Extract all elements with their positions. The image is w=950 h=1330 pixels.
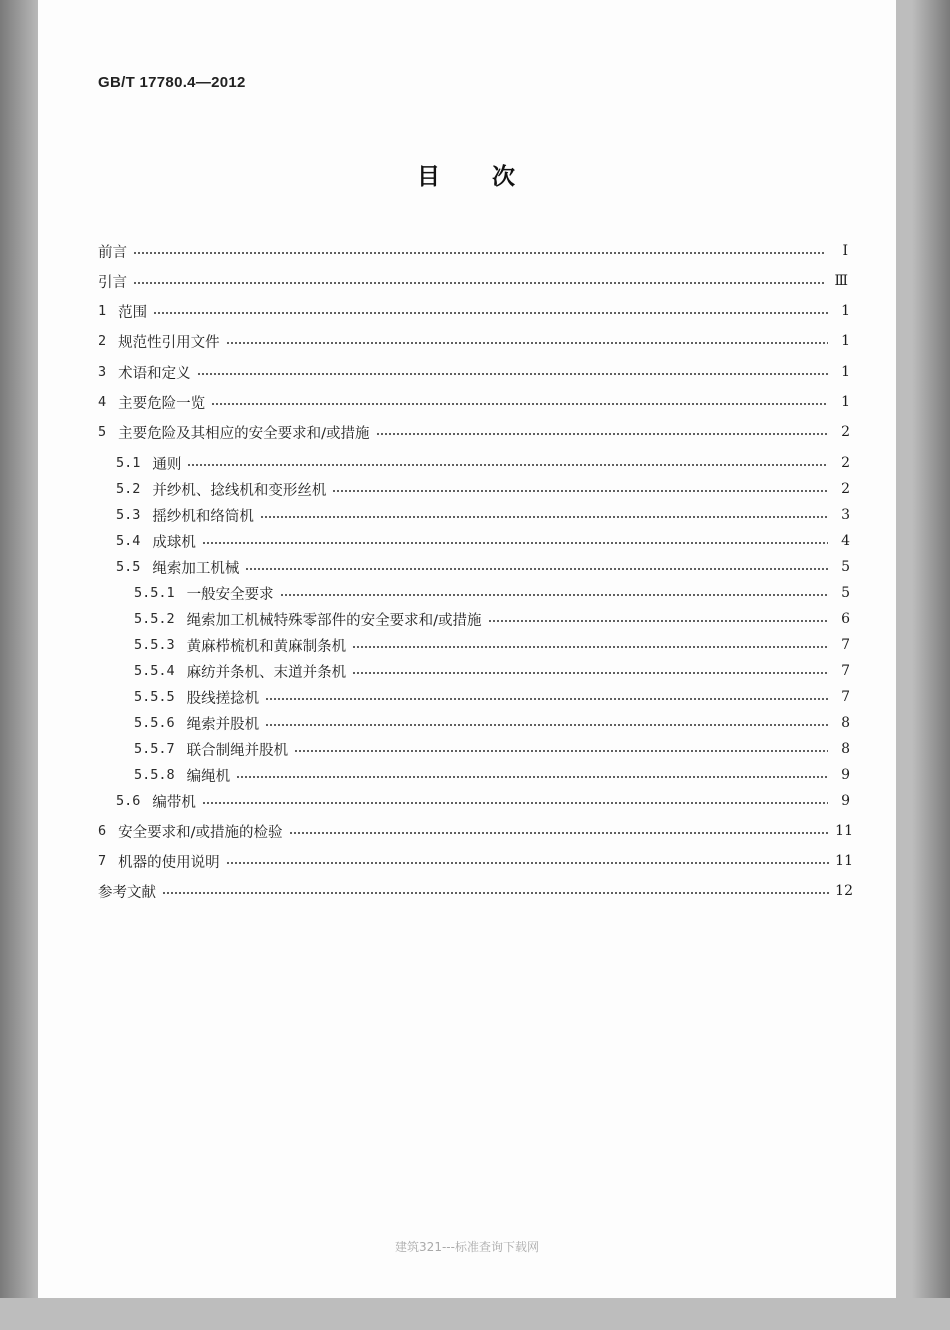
toc-number: 5.4 bbox=[116, 533, 141, 549]
toc-label: 范围 bbox=[118, 304, 148, 321]
toc-label: 前言 bbox=[98, 244, 127, 261]
toc-label: 摇纱机和络筒机 bbox=[152, 508, 254, 525]
document-page bbox=[38, 0, 896, 1298]
dot-leader bbox=[211, 403, 828, 405]
toc-entry-5-5-6[interactable] bbox=[134, 711, 850, 735]
toc-entry-5-5-1[interactable] bbox=[134, 581, 850, 605]
toc-label: 绳索加工机械 bbox=[152, 560, 240, 577]
toc-label: 成球机 bbox=[152, 534, 196, 551]
toc-label: 机器的使用说明 bbox=[118, 854, 220, 871]
toc-number: 5.5.5 bbox=[134, 689, 175, 705]
toc-entry-5-4[interactable] bbox=[116, 529, 850, 553]
dot-leader bbox=[376, 433, 828, 435]
dot-leader bbox=[488, 620, 828, 622]
toc-entry-introduction[interactable] bbox=[98, 269, 848, 293]
dot-leader bbox=[265, 698, 828, 700]
toc-entry-5-5-7[interactable] bbox=[134, 737, 850, 761]
toc-label: 编绳机 bbox=[186, 768, 231, 785]
toc-entry-bibliography[interactable] bbox=[98, 879, 853, 903]
toc-number: 7 bbox=[98, 853, 107, 869]
dot-leader bbox=[226, 342, 828, 344]
dot-leader bbox=[332, 490, 828, 492]
dot-leader bbox=[236, 776, 828, 778]
toc-number: 5.5.4 bbox=[134, 663, 175, 679]
toc-page-number: 2 bbox=[841, 424, 850, 440]
dot-leader bbox=[202, 802, 828, 804]
dot-leader bbox=[153, 312, 828, 314]
toc-entry-5[interactable] bbox=[98, 420, 850, 444]
toc-label: 参考文献 bbox=[98, 884, 156, 901]
toc-page-number: Ⅲ bbox=[834, 273, 848, 289]
toc-number: 4 bbox=[98, 394, 107, 410]
toc-page-number: 5 bbox=[841, 559, 850, 575]
dot-leader bbox=[352, 646, 828, 648]
toc-label: 规范性引用文件 bbox=[118, 334, 220, 351]
toc-page-number: Ⅰ bbox=[842, 243, 848, 259]
toc-entry-5-5-2[interactable] bbox=[134, 607, 850, 631]
toc-number: 5.5 bbox=[116, 559, 141, 575]
toc-page-number: 12 bbox=[835, 883, 853, 899]
toc-entry-5-3[interactable] bbox=[116, 503, 850, 527]
toc-label: 黄麻栉梳机和黄麻制条机 bbox=[186, 638, 347, 655]
toc-number: 5.5.7 bbox=[134, 741, 175, 757]
toc-number: 3 bbox=[98, 364, 107, 380]
toc-entry-5-2[interactable] bbox=[116, 477, 850, 501]
toc-page-number: 7 bbox=[841, 663, 850, 679]
toc-number: 6 bbox=[98, 823, 107, 839]
toc-page-number: 3 bbox=[841, 507, 850, 523]
dot-leader bbox=[245, 568, 828, 570]
toc-label: 主要危险一览 bbox=[118, 395, 206, 412]
dot-leader bbox=[289, 832, 830, 834]
toc-page-number: 7 bbox=[841, 689, 850, 705]
dot-leader bbox=[133, 252, 826, 254]
toc-label: 编带机 bbox=[152, 794, 196, 811]
toc-page-number: 2 bbox=[841, 455, 850, 471]
toc-label: 术语和定义 bbox=[118, 365, 191, 382]
toc-entry-5-5-4[interactable] bbox=[134, 659, 850, 683]
dot-leader bbox=[133, 282, 826, 284]
toc-number: 2 bbox=[98, 333, 107, 349]
toc-page-number: 8 bbox=[841, 741, 850, 757]
toc-label: 并纱机、捻线机和变形丝机 bbox=[152, 482, 327, 499]
dot-leader bbox=[280, 594, 828, 596]
dot-leader bbox=[162, 892, 829, 894]
toc-number: 5.6 bbox=[116, 793, 141, 809]
toc-number: 5.5.1 bbox=[134, 585, 175, 601]
dot-leader bbox=[294, 750, 828, 752]
toc-page-number: 1 bbox=[841, 333, 850, 349]
toc-page-number: 1 bbox=[841, 303, 850, 319]
toc-number: 5 bbox=[98, 424, 107, 440]
toc-entry-foreword[interactable] bbox=[98, 239, 848, 263]
watermark-text: 建筑321---标准查询下载网 bbox=[395, 1240, 539, 1254]
toc-number: 5.5.6 bbox=[134, 715, 175, 731]
toc-number: 5.5.2 bbox=[134, 611, 175, 627]
toc-label: 股线搓捻机 bbox=[186, 690, 260, 707]
toc-number: 1 bbox=[98, 303, 107, 319]
toc-entry-5-5-3[interactable] bbox=[134, 633, 850, 657]
toc-entry-1[interactable] bbox=[98, 299, 850, 323]
dot-leader bbox=[260, 516, 828, 518]
toc-page-number: 11 bbox=[835, 823, 853, 839]
toc-page-number: 1 bbox=[841, 364, 850, 380]
dot-leader bbox=[202, 542, 828, 544]
toc-page-number: 6 bbox=[841, 611, 850, 627]
bottom-margin bbox=[0, 1298, 950, 1330]
toc-number: 5.2 bbox=[116, 481, 141, 497]
toc-entry-5-6[interactable] bbox=[116, 789, 850, 813]
toc-label: 一般安全要求 bbox=[186, 586, 274, 603]
toc-number: 5.5.8 bbox=[134, 767, 175, 783]
toc-page-number: 8 bbox=[841, 715, 850, 731]
dot-leader bbox=[226, 862, 830, 864]
toc-entry-5-1[interactable] bbox=[116, 451, 850, 475]
toc-label: 绳索并股机 bbox=[186, 716, 260, 733]
toc-page-number: 5 bbox=[841, 585, 850, 601]
toc-label: 绳索加工机械特殊零部件的安全要求和/或措施 bbox=[186, 612, 482, 629]
toc-entry-4[interactable] bbox=[98, 390, 850, 414]
toc-page-number: 1 bbox=[841, 394, 850, 410]
toc-number: 5.3 bbox=[116, 507, 141, 523]
page-title: 目 次 bbox=[417, 164, 517, 190]
toc-number: 5.5.3 bbox=[134, 637, 175, 653]
toc-entry-3[interactable] bbox=[98, 360, 850, 384]
toc-page-number: 11 bbox=[835, 853, 853, 869]
toc-entry-5-5[interactable] bbox=[116, 555, 850, 579]
dot-leader bbox=[197, 373, 828, 375]
toc-page-number: 2 bbox=[841, 481, 850, 497]
toc-page-number: 9 bbox=[841, 767, 850, 783]
toc-entry-6[interactable] bbox=[98, 819, 853, 843]
toc-entry-5-5-5[interactable] bbox=[134, 685, 850, 709]
toc-label: 麻纺并条机、末道并条机 bbox=[186, 664, 347, 681]
toc-entry-2[interactable] bbox=[98, 329, 850, 353]
toc-label: 安全要求和/或措施的检验 bbox=[118, 824, 283, 841]
dot-leader bbox=[187, 464, 828, 466]
dot-leader bbox=[265, 724, 828, 726]
toc-number: 5.1 bbox=[116, 455, 141, 471]
toc-page-number: 7 bbox=[841, 637, 850, 653]
toc-entry-5-5-8[interactable] bbox=[134, 763, 850, 787]
toc-entry-7[interactable] bbox=[98, 849, 853, 873]
toc-label: 联合制绳并股机 bbox=[186, 742, 289, 759]
standard-code: GB/T 17780.4—2012 bbox=[98, 74, 246, 91]
toc-label: 主要危险及其相应的安全要求和/或措施 bbox=[118, 425, 370, 442]
toc-page-number: 4 bbox=[841, 533, 850, 549]
dot-leader bbox=[352, 672, 828, 674]
toc-label: 通则 bbox=[152, 456, 182, 473]
toc-label: 引言 bbox=[98, 274, 127, 291]
toc-page-number: 9 bbox=[841, 793, 850, 809]
